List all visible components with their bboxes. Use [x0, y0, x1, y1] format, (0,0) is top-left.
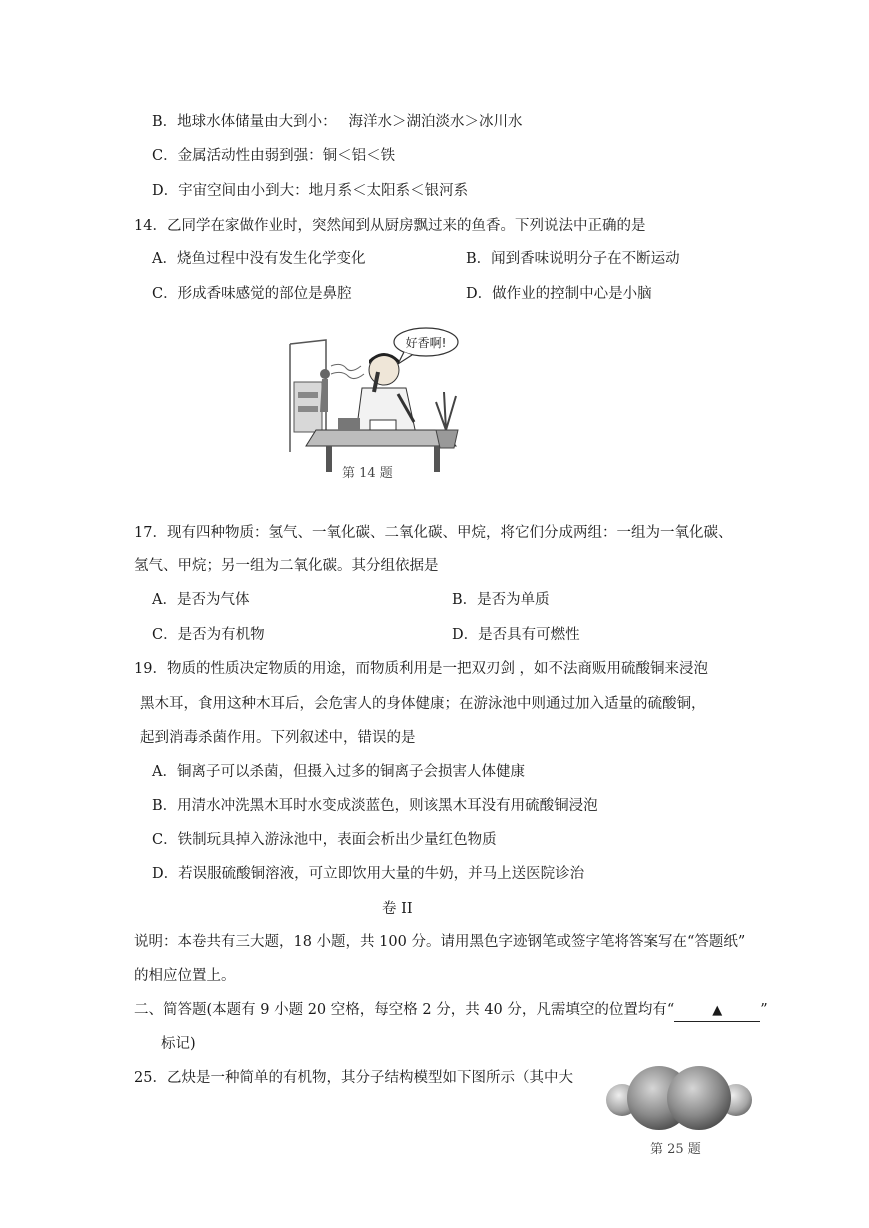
answer-blank-marker: ▲ — [674, 1001, 760, 1022]
q17-option-a: A．是否为气体 — [152, 592, 250, 608]
q19-option-d: D．若误服硫酸铜溶液，可立即饮用大量的牛奶，并马上送医院诊治 — [152, 866, 585, 882]
q25-stem: 25．乙炔是一种简单的有机物，其分子结构模型如下图所示（其中大 — [134, 1070, 573, 1086]
q14-figure-caption: 第 14 题 — [342, 466, 393, 481]
q19-option-a: A．铜离子可以杀菌，但摄入过多的铜离子会损害人体健康 — [152, 764, 525, 780]
q14-option-c: C．形成香味感觉的部位是鼻腔 — [152, 286, 352, 302]
q17-option-b: B．是否为单质 — [452, 592, 550, 608]
q14-option-a: A．烧鱼过程中没有发生化学变化 — [152, 251, 366, 267]
q14-option-b: B．闻到香味说明分子在不断运动 — [466, 251, 680, 267]
q19-option-c: C．铁制玩具掉入游泳池中，表面会析出少量红色物质 — [152, 832, 497, 848]
q19-stem-line1: 19．物质的性质决定物质的用途，而物质利用是一把双刃剑 ，如不法商贩用硫酸铜来浸泡 — [134, 661, 709, 677]
q13-option-b: B．地球水体储量由大到小： 海洋水＞湖泊淡水＞冰川水 — [152, 114, 523, 130]
section-2-title: 卷 II — [382, 901, 413, 917]
part-2-heading-text: 二、简答题(本题有 9 小题 20 空格，每空格 2 分，共 40 分，凡需填空的位置均有“ — [134, 1002, 675, 1018]
q13-option-d: D．宇宙空间由小到大：地月系＜太阳系＜银河系 — [152, 183, 469, 199]
acetylene-molecule-model — [604, 1062, 754, 1134]
part-2-heading-close: ” — [760, 1002, 768, 1018]
q13-option-c: C．金属活动性由弱到强：铜＜铝＜铁 — [152, 148, 396, 164]
q14-stem: 14．乙同学在家做作业时，突然闻到从厨房飘过来的鱼香。下列说法中正确的是 — [134, 218, 646, 234]
q19-option-b: B．用清水冲洗黑木耳时水变成淡蓝色，则该黑木耳没有用硫酸铜浸泡 — [152, 798, 598, 814]
q17-stem-line1: 17．现有四种物质：氢气、一氧化碳、二氧化碳、甲烷，将它们分成两组：一组为一氧化碳、 — [134, 525, 733, 541]
q25-figure-caption: 第 25 题 — [650, 1142, 701, 1157]
section-2-note-line2: 的相应位置上。 — [134, 968, 236, 984]
speech-bubble-text: 好香啊! — [405, 336, 447, 350]
part-2-heading — [134, 1000, 768, 1022]
q19-stem-line3: 起到消毒杀菌作用。下列叙述中，错误的是 — [140, 730, 416, 746]
part-2-heading-cont: 标记) — [161, 1036, 196, 1052]
q19-stem-line2: 黑木耳，食用这种木耳后，会危害人的身体健康；在游泳池中则通过加入适量的硫酸铜， — [140, 696, 706, 712]
q17-option-d: D．是否具有可燃性 — [452, 627, 580, 643]
q17-option-c: C．是否为有机物 — [152, 627, 265, 643]
q25-figure — [604, 1062, 754, 1134]
q14-option-d: D．做作业的控制中心是小脑 — [466, 286, 652, 302]
section-2-note-line1: 说明：本卷共有三大题，18 小题，共 100 分。请用黑色字迹钢笔或签字笔将答案写在“答题纸” — [134, 934, 746, 950]
q17-stem-line2: 氢气、甲烷；另一组为二氧化碳。其分组依据是 — [134, 558, 439, 574]
